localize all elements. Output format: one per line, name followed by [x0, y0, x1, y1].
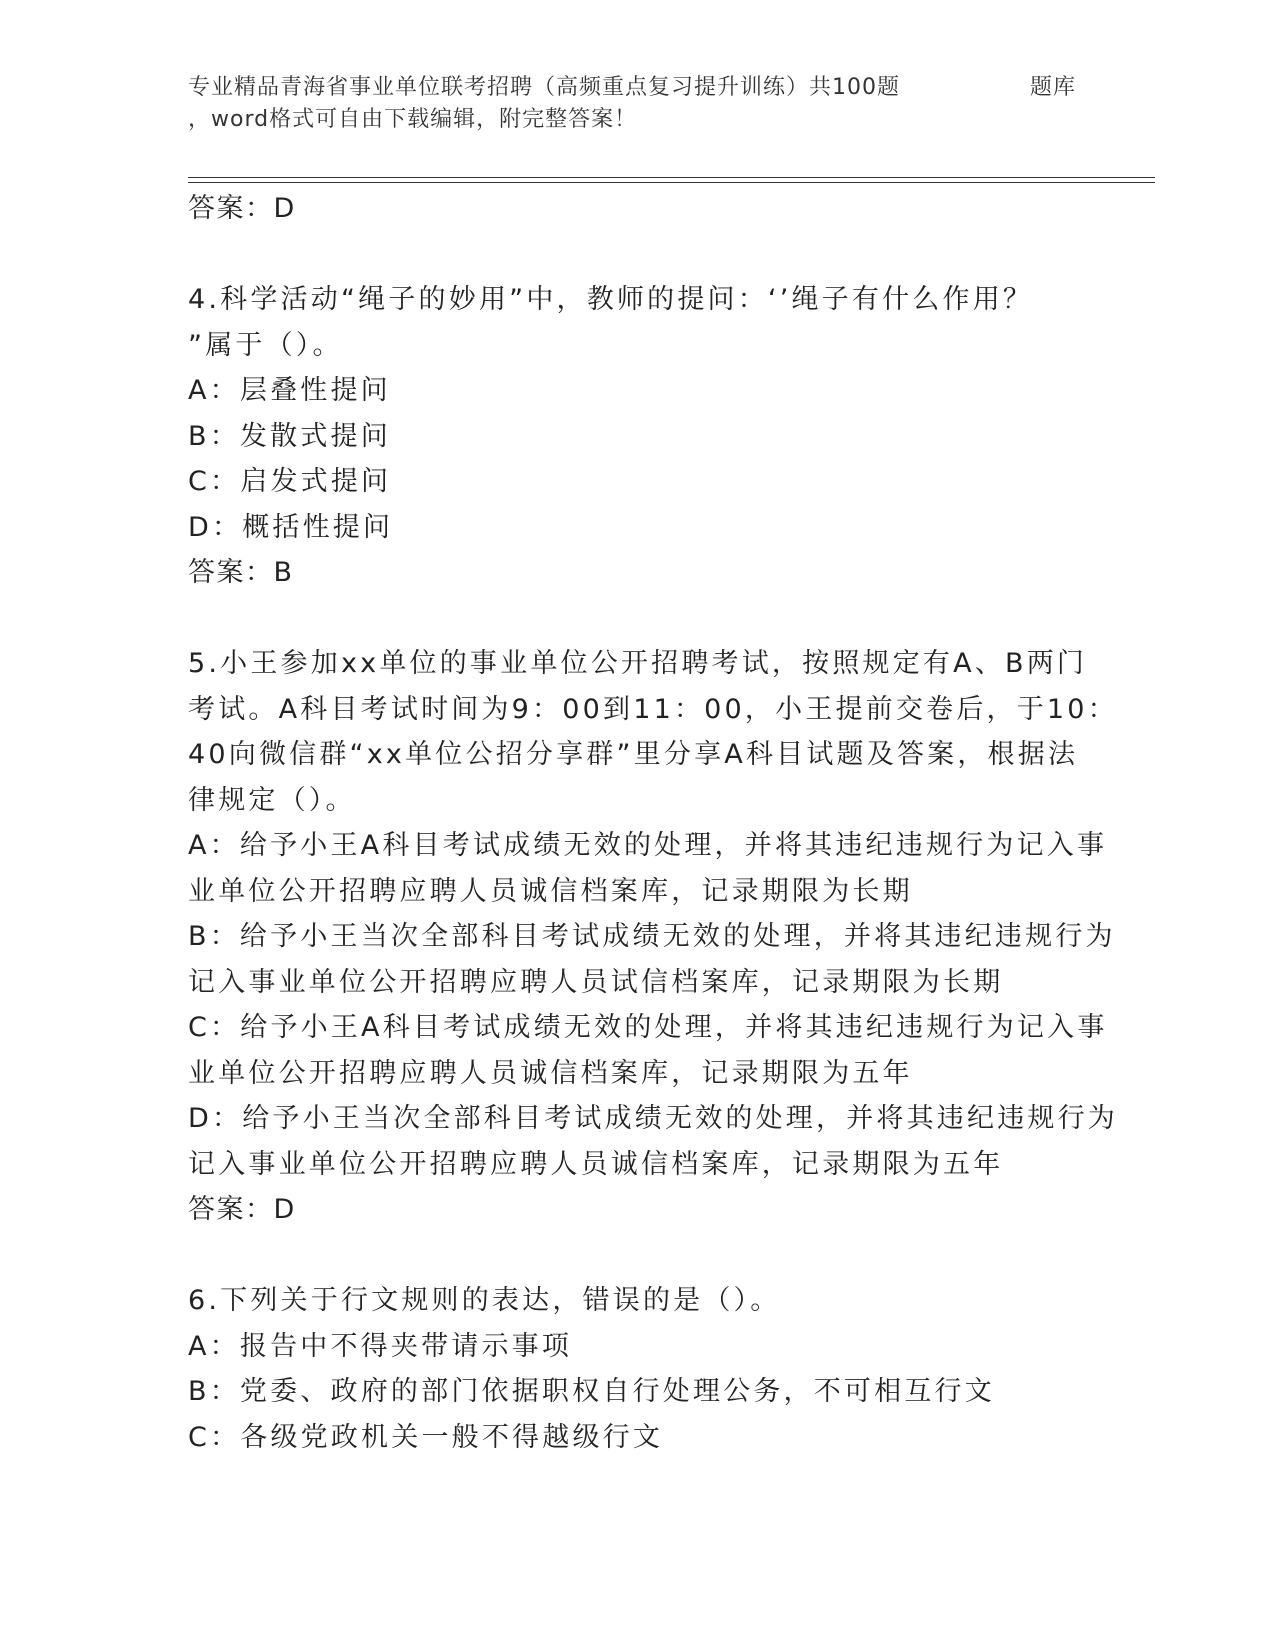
document-body [188, 186, 1118, 1460]
option-c: C：启发式提问 [188, 466, 392, 497]
option-a-continued: 业单位公开招聘应聘人员诚信档案库，记录期限为长期 [188, 875, 913, 907]
answer: 答案：B [188, 557, 294, 588]
spacer [188, 1233, 1088, 1279]
option-b-continued: 记入事业单位公开招聘应聘人员试信档案库，记录期限为长期 [188, 966, 1004, 998]
option-d: D：给予小王当次全部科目考试成绩无效的处理，并将其违纪违规行为 [188, 1103, 1118, 1134]
question-text-line: 40向微信群“xx单位公招分享群”里分享A科目试题及答案，根据法 [188, 739, 1079, 770]
question-text-line: ”属于（）。 [188, 329, 343, 361]
question-6 [188, 1278, 1088, 1460]
header-tag: 题库 [1030, 75, 1077, 100]
spacer [188, 232, 1088, 278]
question-5 [188, 641, 1118, 1233]
spacer [188, 596, 1088, 642]
question-text-line: 5.小王参加xx单位的事业单位公开招聘考试，按照规定有A、B两门 [188, 648, 1088, 679]
header-divider-bottom [188, 182, 1155, 183]
option-a: A：给予小王A科目考试成绩无效的处理，并将其违纪违规行为记入事 [188, 830, 1108, 861]
previous-answer: 答案：D [188, 193, 296, 224]
question-text-line: 考试。A科目考试时间为9：00到11：00，小王提前交卷后，于10： [188, 693, 1118, 725]
question-text-line: 6.下列关于行文规则的表达，错误的是（）。 [188, 1285, 781, 1316]
option-a: A：报告中不得夹带请示事项 [188, 1330, 573, 1362]
answer: 答案：D [188, 1194, 296, 1225]
option-b: B：党委、政府的部门依据职权自行处理公务，不可相互行文 [188, 1376, 995, 1407]
question-4 [188, 277, 1088, 596]
question-text-line: 4.科学活动“绳子的妙用”中，教师的提问：‘’绳子有什么作用？ [188, 284, 1034, 315]
option-b: B：给予小王当次全部科目考试成绩无效的处理，并将其违纪违规行为 [188, 921, 1116, 952]
question-text-line: 律规定（）。 [188, 784, 356, 816]
option-a: A：层叠性提问 [188, 375, 391, 406]
header-title: 专业精品青海省事业单位联考招聘（高频重点复习提升训练）共100题 [188, 75, 900, 100]
option-b: B：发散式提问 [188, 420, 391, 452]
header-subtitle: ，word格式可自由下载编辑，附完整答案！ [188, 107, 638, 132]
header-divider-top [188, 177, 1155, 178]
option-d: D：概括性提问 [188, 511, 394, 543]
option-c: C：各级党政机关一般不得越级行文 [188, 1421, 664, 1453]
option-d-continued: 记入事业单位公开招聘应聘人员诚信档案库，记录期限为五年 [188, 1148, 1004, 1180]
option-c-continued: 业单位公开招聘应聘人员诚信档案库，记录期限为五年 [188, 1057, 913, 1089]
option-c: C：给予小王A科目考试成绩无效的处理，并将其违纪违规行为记入事 [188, 1012, 1108, 1043]
